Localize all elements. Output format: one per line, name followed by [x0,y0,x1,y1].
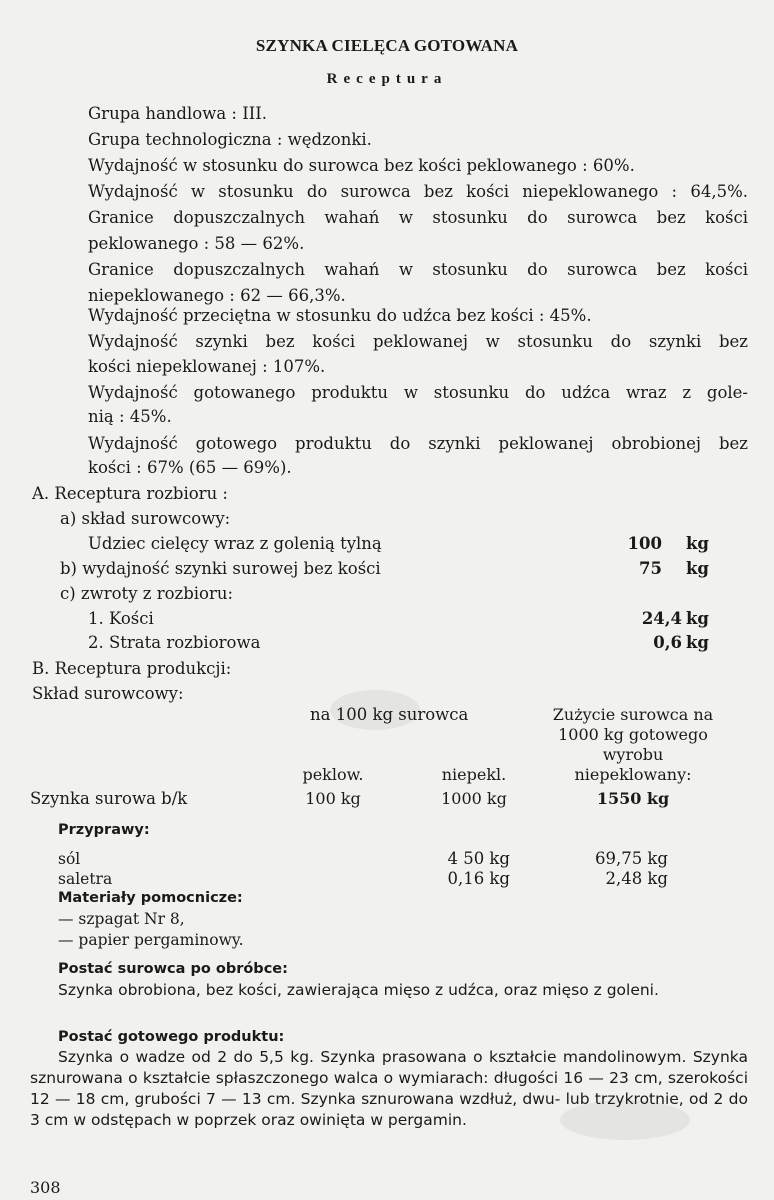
section-a-label-c: c) zwroty z rozbioru: [60,584,234,603]
section-a-item-a: Udziec cielęcy wraz z golenią tylną [88,534,382,553]
col-peklow-header: peklow. [302,765,364,784]
header-line: Wydajność szynki bez kości peklowanej w stosunku do szynki bez [88,332,748,351]
section-a-label-b: b) wydajność szynki surowej bez kości [60,559,381,578]
row-szynka-niepekl: 1000 kg [441,789,507,808]
header-line: peklowanego : 58 — 62%. [88,234,305,253]
spice-label: saletra [58,870,113,888]
usage-header-line: 1000 kg gotowego [558,725,708,744]
spice-niepekl: 0,16 kg [447,869,510,888]
row-szynka-usage: 1550 kg [596,789,670,808]
header-line: kości : 67% (65 — 69%). [88,458,292,477]
usage-header-line: niepeklowany: [574,765,692,784]
header-line: Wydajność w stosunku do surowca bez kości niepeklowanego : 64,5%. [88,182,748,201]
header-line: Granice dopuszczalnych wahań w stosunku do surowca bez kości [88,260,748,279]
header-line: niepeklowanego : 62 — 66,3%. [88,286,346,305]
postac-surowca-title: Postać surowca po obróbce: [58,961,288,977]
return-item-value: 24,4 [641,609,682,628]
header-line: Grupa technologiczna : wędzonki. [88,130,372,149]
row-szynka-label: Szynka surowa b/k [30,789,188,808]
postac-produktu-text: Szynka o wadze od 2 do 5,5 kg. Szynka prasowana o kształcie mandolinowym. Szynka sznurowana o kształcie spłaszczonego walca o wymiarach: długości 16 — 23 cm, szerokości 12 — 18 cm, grubości 7 — 13 cm. Szynka sznurowana wzdłuż, dwu- lub trzykrotnie, od 2 do 3 cm w odstępach w poprzek oraz owinięta w pergamin. [30,1048,748,1129]
postac-produktu-title: Postać gotowego produktu: [58,1029,285,1045]
header-line: kości niepeklowanej : 107%. [88,357,326,376]
materialy-item: — papier pergaminowy. [58,931,244,949]
section-b-title: B. Receptura produkcji: [32,659,232,678]
usage-header-line: wyrobu [602,745,664,764]
header-line: Granice dopuszczalnych wahań w stosunku do surowca bez kości [88,208,748,227]
sklad-surowcowy: Skład surowcowy: [32,684,184,703]
return-item-label: 2. Strata rozbiorowa [88,633,261,652]
header-line: Grupa handlowa : III. [88,104,268,123]
usage-header-line: Zużycie surowca na [552,705,714,724]
col-niepekl-header: niepekl. [441,765,507,784]
return-item-label: 1. Kości [88,609,154,628]
header-line: Wydajność gotowego produktu do szynki peklowanej obrobionej bez [88,434,748,453]
materialy-title: Materiały pomocnicze: [58,890,243,906]
spice-usage: 69,75 kg [594,849,668,868]
unit-kg: kg [686,559,709,578]
spice-niepekl: 4 50 kg [447,849,510,868]
spice-label: sól [58,850,81,868]
header-line: Wydajność gotowanego produktu w stosunku do udźca wraz z gole- [88,383,748,402]
value-b: 75 [639,559,662,578]
spice-usage: 2,48 kg [605,869,668,888]
return-item-value: 0,6 [653,633,682,652]
page-number: 308 [30,1178,61,1197]
postac-surowca-text: Szynka obrobiona, bez kości, zawierająca mięso z udźca, oraz mięso z goleni. [58,981,659,999]
section-a-title: A. Receptura rozbioru : [32,484,228,503]
header-line: Wydajność przeciętna w stosunku do udźca bez kości : 45%. [88,306,592,325]
row-szynka-peklow: 100 kg [305,789,361,808]
value-a: 100 [627,534,662,553]
header-line: Wydajność w stosunku do surowca bez kości peklowanego : 60%. [88,156,635,175]
section-a-label-a: a) skład surowcowy: [60,509,231,528]
unit-kg: kg [686,633,709,652]
document-subtitle: Receptura [326,71,448,87]
col-group-header: na 100 kg surowca [310,705,469,724]
materialy-item: — szpagat Nr 8, [58,910,185,928]
unit-kg: kg [686,609,709,628]
document-title: SZYNKA CIELĘCA GOTOWANA [255,36,519,55]
unit-kg: kg [686,534,709,553]
przyprawy-title: Przyprawy: [58,822,150,838]
header-line: nią : 45%. [88,407,172,426]
